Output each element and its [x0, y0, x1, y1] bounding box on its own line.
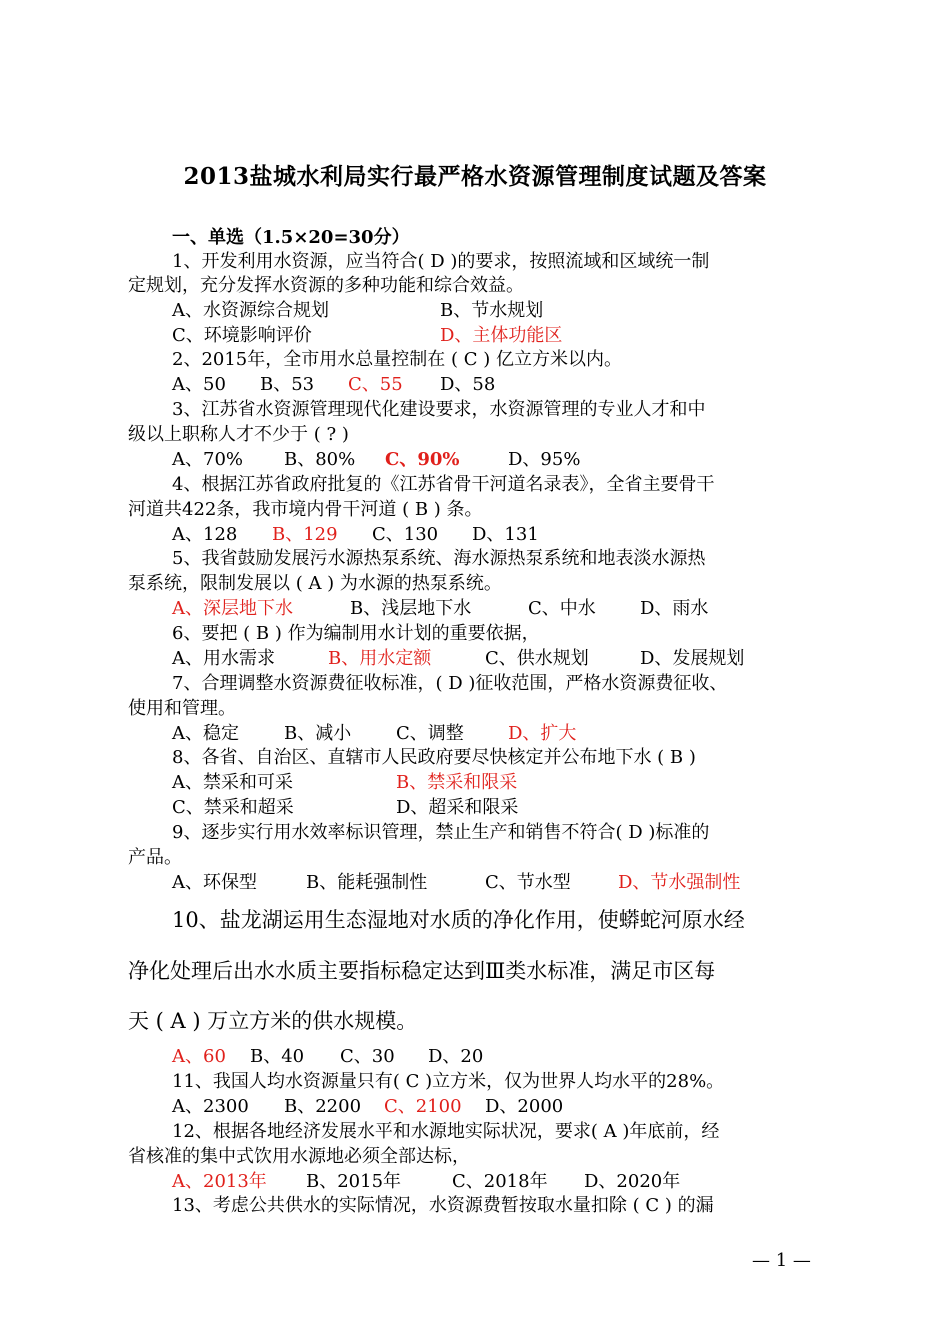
question-2-line-1: 2、2015年，全市用水总量控制在 ( C ) 亿立方米以内。 — [172, 349, 622, 370]
q2-option-b: B、53 — [260, 374, 315, 395]
q10-option-d: D、20 — [428, 1046, 484, 1067]
question-4-line-1: 4、根据江苏省政府批复的《江苏省骨干河道名录表》，全省主要骨干 — [172, 474, 715, 495]
q6-option-c: C、供水规划 — [485, 648, 589, 669]
q8-option-b-answer: B、禁采和限采 — [396, 772, 518, 793]
q11-option-a: A、2300 — [172, 1096, 249, 1117]
q1-option-d-answer: D、主体功能区 — [440, 325, 563, 346]
q1-option-c: C、环境影响评价 — [172, 325, 312, 346]
q6-option-b-answer: B、用水定额 — [328, 648, 432, 669]
q12-option-d: D、2020年 — [584, 1171, 681, 1192]
question-7-line-1: 7、合理调整水资源费征收标准，( D )征收范围，严格水资源费征收、 — [172, 673, 728, 694]
q3-option-d: D、95% — [508, 449, 581, 470]
q5-option-c: C、中水 — [528, 598, 596, 619]
q10-option-c: C、30 — [340, 1046, 395, 1067]
section-heading: 一、单选（1.5×20=30分） — [172, 227, 410, 248]
q4-option-a: A、128 — [172, 524, 238, 545]
q1-option-b: B、节水规划 — [440, 300, 544, 321]
question-5-line-1: 5、我省鼓励发展污水源热泵系统、海水源热泵系统和地表淡水源热 — [172, 548, 706, 569]
q11-option-d: D、2000 — [485, 1096, 564, 1117]
question-9-line-1: 9、逐步实行用水效率标识管理，禁止生产和销售不符合( D )标准的 — [172, 822, 710, 843]
question-12-line-2: 省核准的集中式饮用水源地必须全部达标， — [128, 1146, 470, 1167]
q5-option-a-answer: A、深层地下水 — [172, 598, 293, 619]
q6-option-d: D、发展规划 — [640, 648, 745, 669]
q10-option-b: B、40 — [250, 1046, 305, 1067]
question-10-line-2: 净化处理后出水水质主要指标稳定达到Ⅲ类水标准，满足市区每 — [128, 959, 716, 983]
q5-option-b: B、浅层地下水 — [350, 598, 472, 619]
q3-option-a: A、70% — [172, 449, 244, 470]
q7-option-c: C、调整 — [396, 723, 464, 744]
question-1-line-2: 定规划，充分发挥水资源的多种功能和综合效益。 — [128, 275, 524, 296]
q2-option-a: A、50 — [172, 374, 226, 395]
question-4-line-2: 河道共422条，我市境内骨干河道 ( B ) 条。 — [128, 499, 483, 520]
question-7-line-2: 使用和管理。 — [128, 698, 236, 719]
page-number: — 1 — — [752, 1250, 811, 1271]
q8-option-a: A、禁采和可采 — [172, 772, 293, 793]
q8-option-d: D、超采和限采 — [396, 797, 519, 818]
question-1-line-1: 1、开发利用水资源，应当符合( D )的要求，按照流域和区域统一制 — [172, 251, 710, 272]
document-title: 2013盐城水利局实行最严格水资源管理制度试题及答案 — [183, 163, 767, 190]
question-3-line-1: 3、江苏省水资源管理现代化建设要求，水资源管理的专业人才和中 — [172, 399, 706, 420]
q10-option-a-answer: A、60 — [172, 1046, 226, 1067]
question-6-line-1: 6、要把 ( B ) 作为编制用水计划的重要依据， — [172, 623, 540, 644]
q9-option-c: C、节水型 — [485, 872, 571, 893]
q9-option-d-answer: D、节水强制性 — [618, 872, 741, 893]
q9-option-a: A、环保型 — [172, 872, 257, 893]
q2-option-d: D、58 — [440, 374, 496, 395]
q11-option-c-answer: C、2100 — [384, 1096, 462, 1117]
question-12-line-1: 12、根据各地经济发展水平和水源地实际状况，要求( A )年底前，经 — [172, 1121, 720, 1142]
q7-option-b: B、减小 — [284, 723, 352, 744]
question-11-line-1: 11、我国人均水资源量只有( C )立方米，仅为世界人均水平的28%。 — [172, 1071, 725, 1092]
q7-option-d-answer: D、扩大 — [508, 723, 577, 744]
q4-option-c: C、130 — [372, 524, 439, 545]
question-3-line-2: 级以上职称人才不少于 ( ? ) — [128, 424, 349, 445]
q3-option-c-answer: C、90% — [385, 449, 460, 470]
q3-option-b: B、80% — [284, 449, 356, 470]
q4-option-b-answer: B、129 — [272, 524, 338, 545]
question-10-line-3: 天 ( A ) 万立方米的供水规模。 — [128, 1009, 418, 1033]
q8-option-c: C、禁采和超采 — [172, 797, 294, 818]
q11-option-b: B、2200 — [284, 1096, 362, 1117]
q7-option-a: A、稳定 — [172, 723, 239, 744]
question-5-line-2: 泵系统，限制发展以 ( A ) 为水源的热泵系统。 — [128, 573, 502, 594]
question-10-line-1: 10、盐龙湖运用生态湿地对水质的净化作用，使蟒蛇河原水经 — [172, 908, 745, 932]
q2-option-c-answer: C、55 — [348, 374, 403, 395]
q4-option-d: D、131 — [472, 524, 539, 545]
q12-option-c: C、2018年 — [452, 1171, 548, 1192]
q5-option-d: D、雨水 — [640, 598, 709, 619]
question-9-line-2: 产品。 — [128, 847, 182, 868]
q9-option-b: B、能耗强制性 — [306, 872, 428, 893]
question-8-line-1: 8、各省、自治区、直辖市人民政府要尽快核定并公布地下水 ( B ) — [172, 747, 696, 768]
q6-option-a: A、用水需求 — [172, 648, 275, 669]
q12-option-a-answer: A、2013年 — [172, 1171, 267, 1192]
question-13-line-1: 13、考虑公共供水的实际情况，水资源费暂按取水量扣除 ( C ) 的漏 — [172, 1195, 714, 1216]
q1-option-a: A、水资源综合规划 — [172, 300, 329, 321]
q12-option-b: B、2015年 — [306, 1171, 402, 1192]
